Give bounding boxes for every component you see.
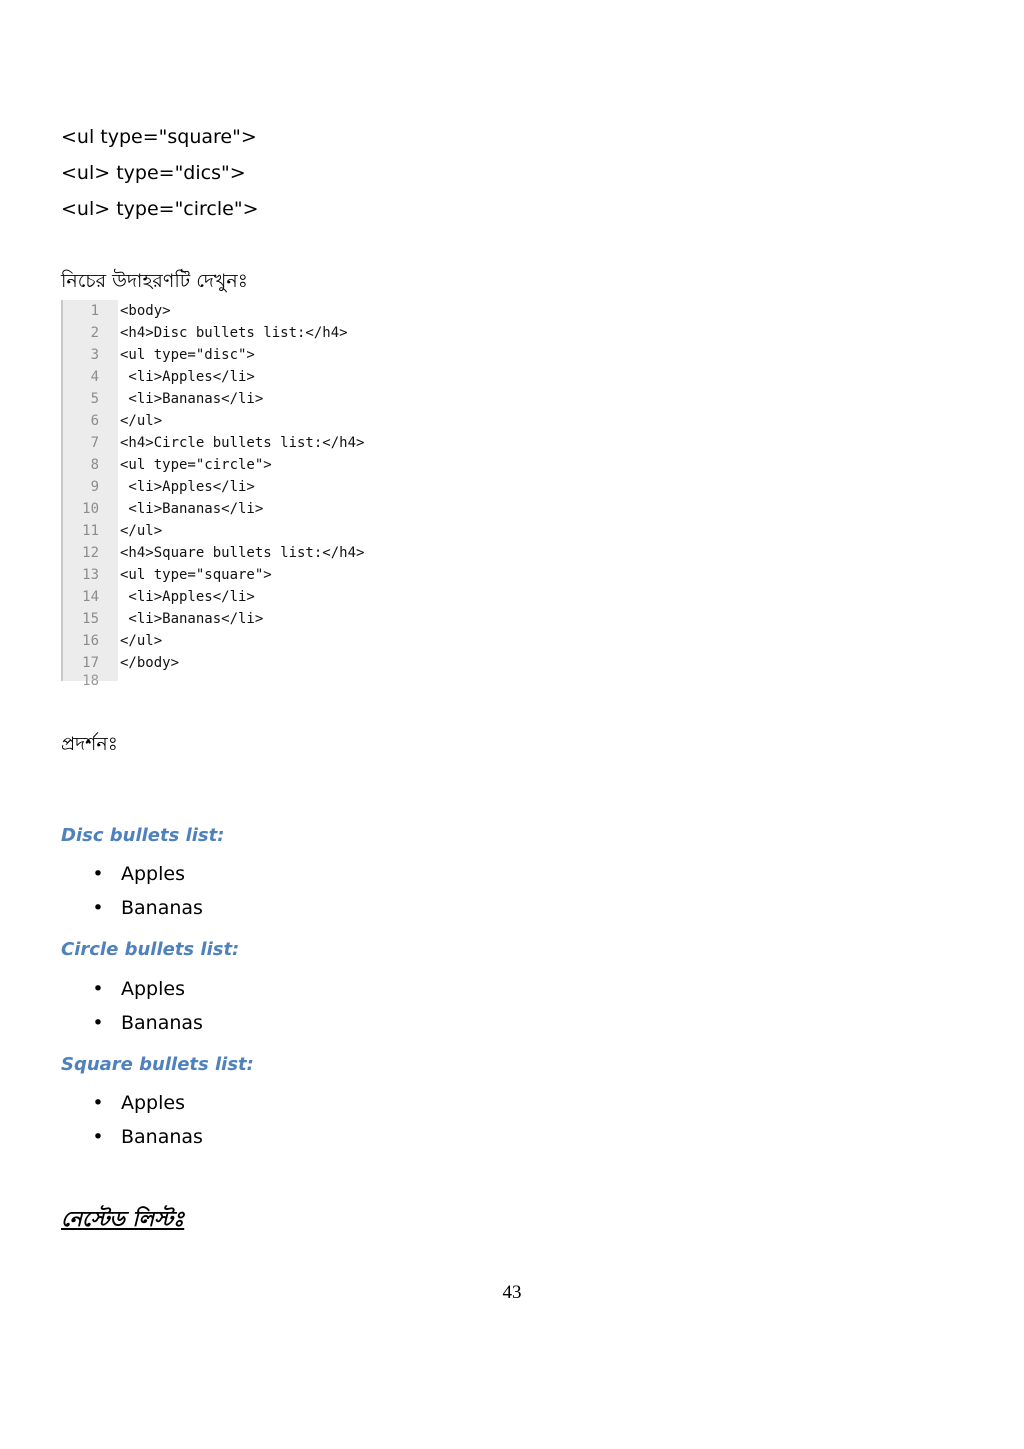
- code-line: [61, 520, 421, 542]
- code-text: <h4>Square bullets list:</h4>: [120, 545, 365, 561]
- list-item-text: Bananas: [121, 1126, 203, 1148]
- line-number: 15: [82, 611, 99, 627]
- cut-line-number: 18: [82, 673, 99, 689]
- list-item-text: Bananas: [121, 1012, 203, 1034]
- example-label: নিচের উদাহরণটি দেখুনঃ: [61, 270, 248, 292]
- ul-type-circle-line: <ul> type="circle">: [61, 198, 259, 220]
- line-number: 9: [90, 479, 99, 495]
- bullet-icon: •: [92, 978, 104, 1000]
- nested-list-title: নেস্টেড লিস্টঃ: [61, 1207, 185, 1231]
- code-line: [61, 586, 421, 608]
- line-number: 16: [82, 633, 99, 649]
- code-line: [61, 410, 421, 432]
- code-line: [61, 564, 421, 586]
- list-item-text: Apples: [121, 978, 185, 1000]
- code-text: </body>: [120, 655, 180, 671]
- code-block: [61, 300, 421, 689]
- code-line: [61, 630, 421, 652]
- line-number: 11: [82, 523, 99, 539]
- list-item-text: Apples: [121, 863, 185, 885]
- line-number: 7: [90, 435, 99, 451]
- line-number: 6: [90, 413, 99, 429]
- code-text: <li>Apples</li>: [120, 479, 255, 495]
- line-number: 8: [90, 457, 99, 473]
- line-number: 3: [90, 347, 99, 363]
- list-item-text: Bananas: [121, 897, 203, 919]
- code-text: <li>Bananas</li>: [120, 391, 264, 407]
- code-line: [61, 454, 421, 476]
- code-line: [61, 476, 421, 498]
- code-text: </ul>: [120, 523, 163, 539]
- code-line: [61, 432, 421, 454]
- code-line: [61, 652, 421, 674]
- list-item-text: Apples: [121, 1092, 185, 1114]
- code-text: <ul type="circle">: [120, 457, 272, 473]
- ul-type-square-line: <ul type="square">: [61, 126, 257, 148]
- code-line: [61, 344, 421, 366]
- ul-type-disc-line: <ul> type="dics">: [61, 162, 246, 184]
- line-number: 4: [90, 369, 99, 385]
- line-number: 1: [90, 303, 99, 319]
- code-text: <li>Apples</li>: [120, 589, 255, 605]
- page-number: 43: [502, 1282, 522, 1303]
- disc-list-heading: Disc bullets list:: [61, 825, 225, 846]
- code-line: [61, 498, 421, 520]
- circle-list-heading: Circle bullets list:: [61, 939, 240, 960]
- code-line: [61, 322, 421, 344]
- line-number: 13: [82, 567, 99, 583]
- code-text: </ul>: [120, 633, 163, 649]
- code-text: <ul type="disc">: [120, 347, 255, 363]
- line-number: 14: [82, 589, 99, 605]
- code-line: [61, 542, 421, 564]
- bullet-icon: •: [92, 897, 104, 919]
- code-text: <h4>Circle bullets list:</h4>: [120, 435, 365, 451]
- line-number: 2: [90, 325, 99, 341]
- code-text: <h4>Disc bullets list:</h4>: [120, 325, 348, 341]
- square-list-heading: Square bullets list:: [61, 1054, 254, 1075]
- line-number: 12: [82, 545, 99, 561]
- bullet-icon: •: [92, 1012, 104, 1034]
- bullet-icon: •: [92, 1092, 104, 1114]
- bullet-icon: •: [92, 1126, 104, 1148]
- code-line: [61, 300, 421, 322]
- code-text: </ul>: [120, 413, 163, 429]
- output-label: প্রদর্শনঃ: [61, 733, 118, 755]
- code-line: [61, 608, 421, 630]
- code-line: [61, 388, 421, 410]
- code-text: <li>Apples</li>: [120, 369, 255, 385]
- line-number: 5: [90, 391, 99, 407]
- code-line: [61, 366, 421, 388]
- code-text: <body>: [120, 303, 171, 319]
- line-number: 17: [82, 655, 99, 671]
- code-text: <ul type="square">: [120, 567, 272, 583]
- bullet-icon: •: [92, 863, 104, 885]
- line-number: 10: [82, 501, 99, 517]
- code-text: <li>Bananas</li>: [120, 611, 264, 627]
- code-text: <li>Bananas</li>: [120, 501, 264, 517]
